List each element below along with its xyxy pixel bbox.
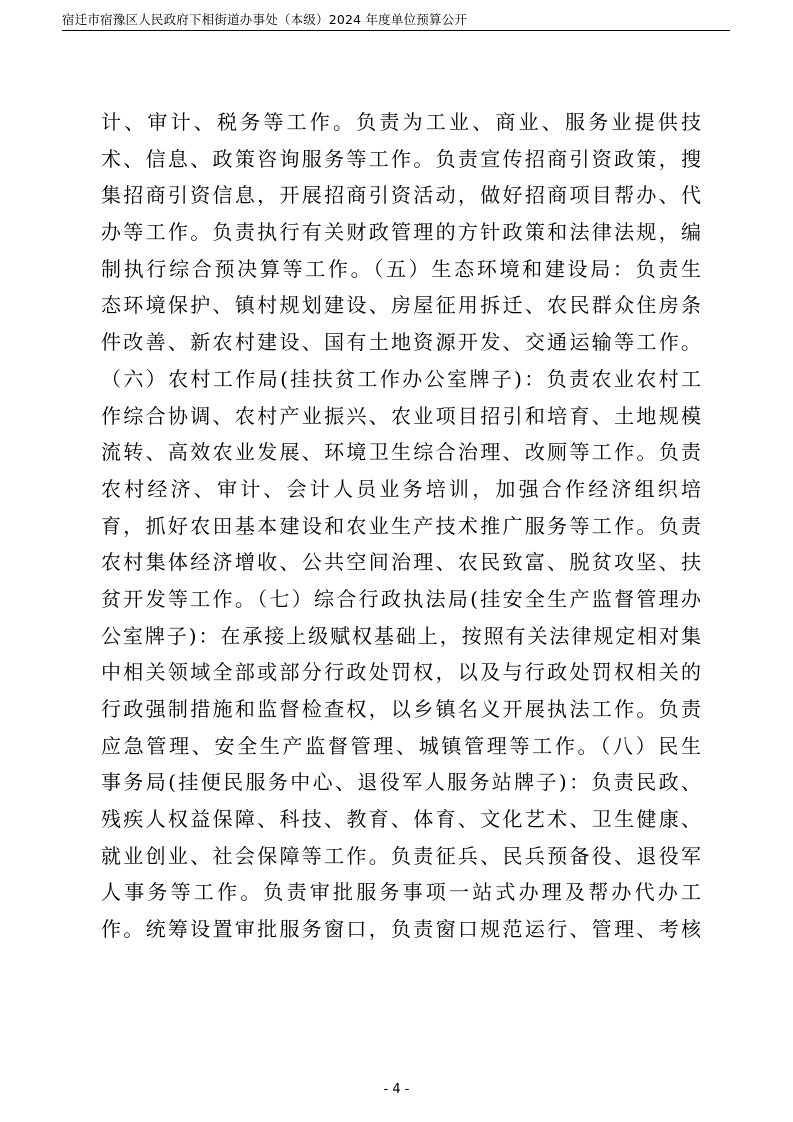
text-line: 应急管理、安全生产监督管理、城镇管理等工作。（八）民生	[101, 733, 701, 758]
text-line: 事务局(挂便民服务中心、退役军人服务站牌子)：负责民政、	[101, 770, 701, 795]
text-line: 中相关领域全部或部分行政处罚权，以及与行政处罚权相关的	[101, 660, 701, 685]
text-line: 人事务等工作。负责审批服务事项一站式办理及帮办代办工	[101, 880, 701, 905]
text-line: 流转、高效农业发展、环境卫生综合治理、改厕等工作。负责	[101, 440, 701, 465]
text-line: 制执行综合预决算等工作。（五）生态环境和建设局：负责生	[101, 256, 701, 281]
text-line: 术、信息、政策咨询服务等工作。负责宣传招商引资政策，搜	[101, 146, 701, 171]
text-line: 态环境保护、镇村规划建设、房屋征用拆迁、农民群众住房条	[101, 293, 701, 318]
text-line: 农村经济、审计、会计人员业务培训，加强合作经济组织培	[101, 476, 701, 501]
text-line: 集招商引资信息，开展招商引资活动，做好招商项目帮办、代	[101, 183, 701, 208]
text-line: 作综合协调、农村产业振兴、农业项目招引和培育、土地规模	[101, 403, 701, 428]
text-line: 育，抓好农田基本建设和农业生产技术推广服务等工作。负责	[101, 513, 701, 538]
text-line: 残疾人权益保障、科技、教育、体育、文化艺术、卫生健康、	[101, 807, 701, 832]
text-line: 行政强制措施和监督检查权，以乡镇名义开展执法工作。负责	[101, 697, 701, 721]
text-line: （六）农村工作局(挂扶贫工作办公室牌子)：负责农业农村工	[101, 366, 701, 391]
body-text	[101, 104, 701, 948]
text-line: 公室牌子)：在承接上级赋权基础上，按照有关法律规定相对集	[101, 623, 701, 648]
text-line: 计、审计、税务等工作。负责为工业、商业、服务业提供技	[101, 110, 701, 134]
page-number: - 4 -	[383, 1082, 410, 1097]
page-header	[62, 8, 730, 31]
text-line: 贫开发等工作。（七）综合行政执法局(挂安全生产监督管理办	[101, 586, 701, 611]
text-line: 农村集体经济增收、公共空间治理、农民致富、脱贫攻坚、扶	[101, 550, 701, 575]
text-line: 件改善、新农村建设、国有土地资源开发、交通运输等工作。	[101, 330, 701, 355]
text-line: 作。统筹设置审批服务窗口，负责窗口规范运行、管理、考核	[101, 917, 701, 942]
text-line: 就业创业、社会保障等工作。负责征兵、民兵预备役、退役军	[101, 843, 701, 868]
text-line: 办等工作。负责执行有关财政管理的方针政策和法律法规，编	[101, 220, 701, 245]
header-title: 宿迁市宿豫区人民政府下相街道办事处（本级）2024 年度单位预算公开	[62, 12, 468, 27]
